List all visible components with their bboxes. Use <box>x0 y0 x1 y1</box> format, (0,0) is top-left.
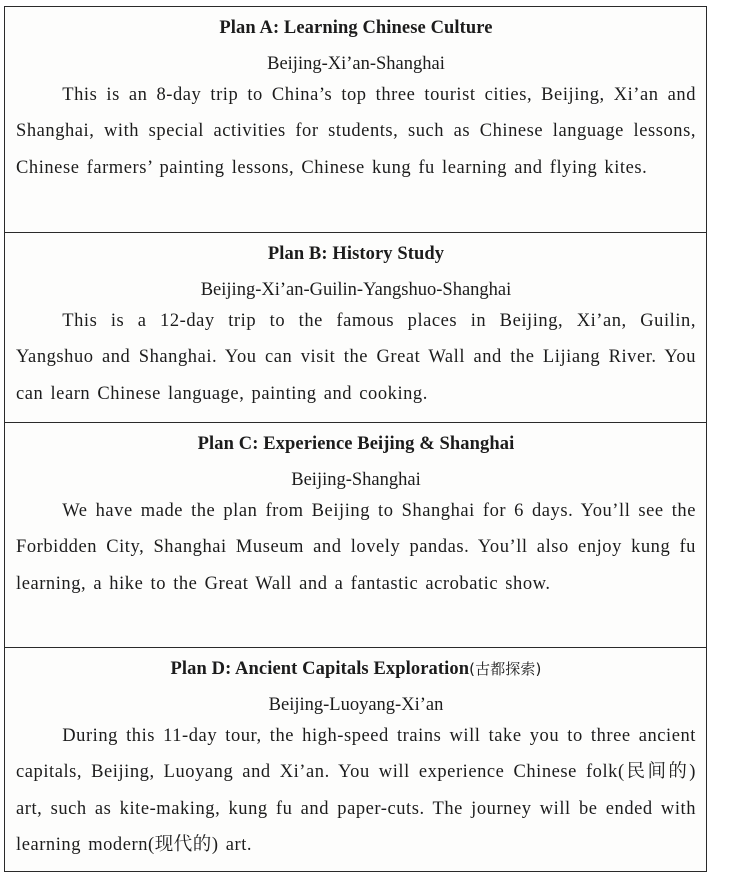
plan-a-route: Beijing-Xi’an-Shanghai <box>267 54 445 74</box>
plan-d-title-chinese: (古都探索) <box>469 660 542 678</box>
plan-d-section <box>5 647 706 871</box>
plan-c-title: Plan C: Experience Beijing & Shanghai <box>197 434 515 454</box>
plan-d-route: Beijing-Luoyang-Xi’an <box>268 695 444 715</box>
travel-plans-table <box>4 6 707 872</box>
plan-b-description: This is a 12-day trip to the famous places in Beijing, Xi’an, Guilin, Yangshuo and Shanghai. You can visit the Great Wall and the Lijiang River. You can learn Chinese language, painting and cooking. <box>16 311 696 404</box>
plan-b-title: Plan B: History Study <box>267 244 445 264</box>
plan-c-route: Beijing-Shanghai <box>291 470 421 490</box>
plan-d-title-row <box>16 659 696 679</box>
plan-c-section <box>5 422 706 647</box>
plan-a-section <box>5 7 706 232</box>
plan-d-description: During this 11-day tour, the high-speed trains will take you to three ancient capitals, Beijing, Luoyang and Xi’an. You will experience Chinese folk(民间的) art, such as kite-making, kung fu and paper-cuts. The journey will be ended with learning modern(现代的) art. <box>16 726 696 855</box>
plan-a-title: Plan A: Learning Chinese Culture <box>219 18 493 38</box>
plan-a-description: This is an 8-day trip to China’s top three tourist cities, Beijing, Xi’an and Shanghai, with special activities for students, such as Chinese language lessons, Chinese farmers’ painting lessons, Chinese kung fu learning and flying kites. <box>16 85 696 178</box>
plan-c-description: We have made the plan from Beijing to Shanghai for 6 days. You’ll see the Forbidden City, Shanghai Museum and lovely pandas. You’ll also enjoy kung fu learning, a hike to the Great Wall and a fantastic acrobatic show. <box>16 501 696 594</box>
plan-d-title: Plan D: Ancient Capitals Exploration <box>170 659 470 679</box>
plan-b-route: Beijing-Xi’an-Guilin-Yangshuo-Shanghai <box>200 280 512 300</box>
plan-b-section <box>5 232 706 422</box>
